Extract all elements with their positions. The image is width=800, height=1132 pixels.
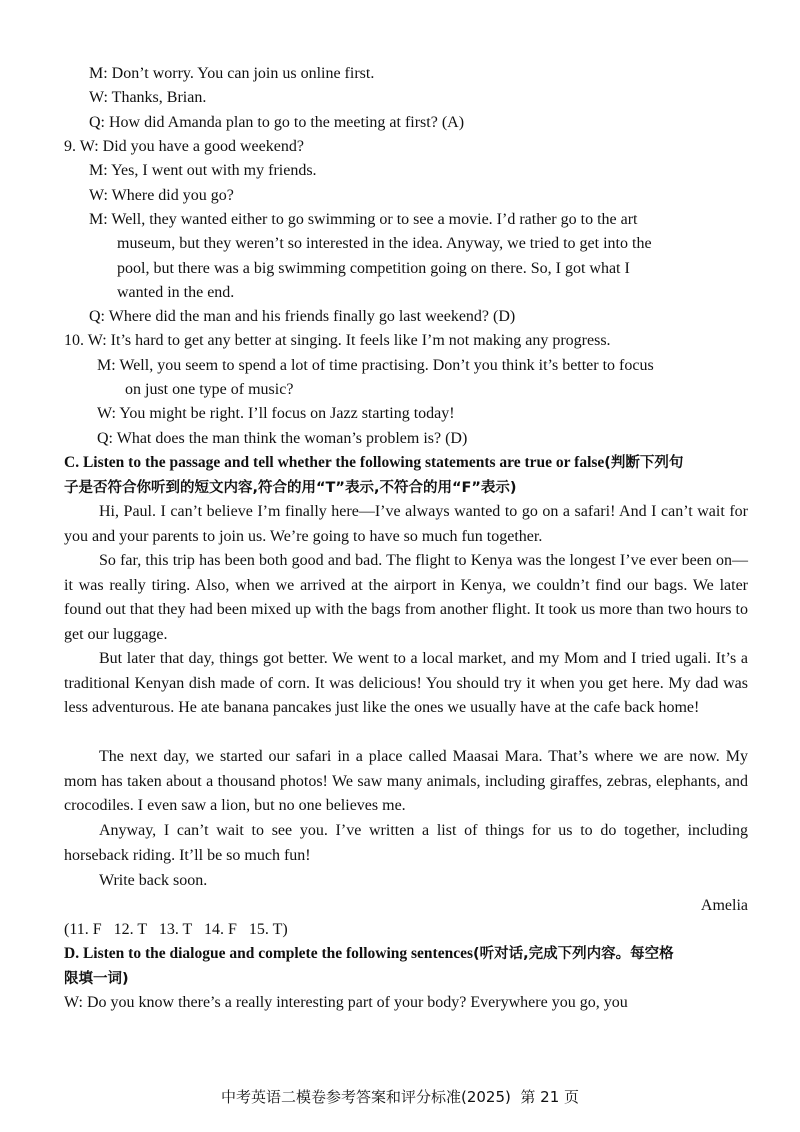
dialogue-line: W: Thanks, Brian. [89,89,207,106]
section-c-title-cn: (判断下列句 [604,455,684,471]
passage-paragraph: So far, this trip has been both good and bad. The flight to Kenya was the longest I’ve ever been on—it was really tiring. Also, when we arrived at the airport in Kenya, we couldn’t find our bags. We later found out that they had been mixed up with the bags from another flight. It took us more than two hours to get our luggage. [64,552,748,643]
section-d-title: D. Listen to the dialogue and complete the following sentences [64,945,474,962]
passage-paragraph: The next day, we started our safari in a place called Maasai Mara. That’s where we are now. My mom has taken about a thousand photos! We saw many animals, including giraffes, zebras, elephants, and crocodiles. I even saw a lion, but no one believes me. [64,748,748,814]
signature: Amelia [700,897,748,914]
dialogue-line-cont: wanted in the end. [117,284,235,301]
page-footer: 中考英语二模卷参考答案和评分标准(2025) 第 21 页 [220,1088,580,1106]
passage-closing: Write back soon. [99,872,208,889]
question-line: Q: How did Amanda plan to go to the meeting at first? (A) [89,114,465,131]
dialogue-line: M: Yes, I went out with my friends. [89,162,317,179]
dialogue-line-cont: on just one type of music? [125,381,294,398]
answer-key: (11. F 12. T 13. T 14. F 15. T) [64,921,288,938]
dialogue-line: M: Well, they wanted either to go swimming or to see a movie. I’d rather go to the art [89,211,638,228]
section-d-title-cn-cont: 限填一词) [64,971,129,987]
dialogue-line: M: Well, you seem to spend a lot of time practising. Don’t you think it’s better to focus [97,357,654,374]
dialogue-line: 10. W: It’s hard to get any better at singing. It feels like I’m not making any progress. [64,332,611,349]
section-d-heading [64,944,674,964]
section-d-title-cn: (听对话,完成下列内容。每空格 [473,946,674,962]
dialogue-line: W: You might be right. I’ll focus on Jazz starting today! [97,405,455,422]
dialogue-line: W: Where did you go? [89,187,234,204]
section-c-heading [64,453,683,473]
dialogue-line: 9. W: Did you have a good weekend? [64,138,304,155]
dialogue-line: W: Do you know there’s a really interesting part of your body? Everywhere you go, you [64,994,628,1011]
passage-paragraph: Hi, Paul. I can’t believe I’m finally here—I’ve always wanted to go on a safari! And I can’t wait for you and your parents to join us. We’re going to have so much fun together. [64,503,748,545]
passage-paragraph: But later that day, things got better. We went to a local market, and my Mom and I tried ugali. It’s a traditional Kenyan dish made of corn. It was delicious! You should try it when you get here. My dad was less adventurous. He ate banana pancakes just like the ones we usually have at the cafe back home! [64,650,748,716]
question-line: Q: Where did the man and his friends finally go last weekend? (D) [89,308,516,325]
section-c-title: C. Listen to the passage and tell whether the following statements are true or false [64,454,605,471]
dialogue-line: M: Don’t worry. You can join us online first. [89,65,375,82]
question-line: Q: What does the man think the woman’s problem is? (D) [97,430,468,447]
section-c-title-cn-cont: 子是否符合你听到的短文内容,符合的用“T”表示,不符合的用“F”表示) [64,480,517,496]
dialogue-line-cont: pool, but there was a big swimming competition going on there. So, I got what I [117,260,630,277]
dialogue-line-cont: museum, but they weren’t so interested in the idea. Anyway, we tried to get into the [117,235,652,252]
passage-paragraph: Anyway, I can’t wait to see you. I’ve written a list of things for us to do together, including horseback riding. It’ll be so much fun! [64,822,748,864]
